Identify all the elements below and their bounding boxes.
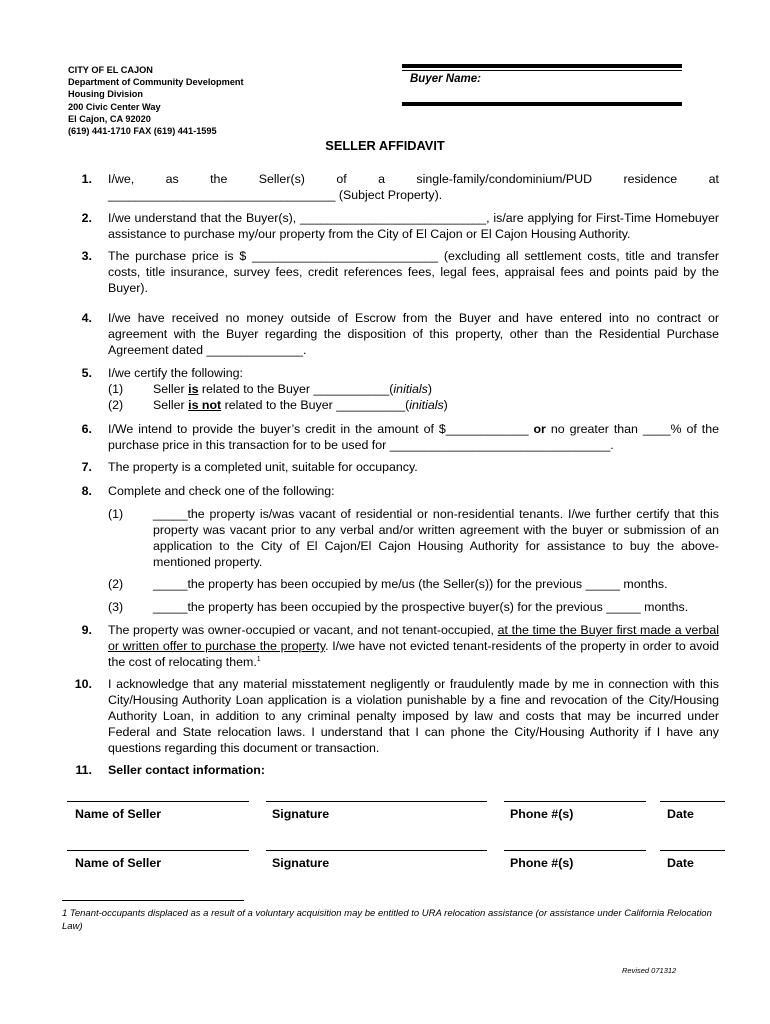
signature-line[interactable] xyxy=(266,850,487,851)
text-run: I/We intend to provide the buyer’s credit in the amount of $____________ xyxy=(108,422,534,436)
text-run-underline: at the time the Buyer first made a verbal or written offer to purchase the property xyxy=(108,623,719,653)
item-10-text: I acknowledge that any material misstatement negligently or fraudulently made by me in connection with this City/Housing Authority Loan application is a violation punishable by a fine and revocation of the City/Housing Authority Loan, in addition to any criminal penalty imposed by law and costs that may be incurred under Federal and State relocation laws. I understand that I can phone the City/Housing Authority if I have any questions regarding this document or transaction. xyxy=(108,677,719,755)
name-of-seller-label: Name of Seller xyxy=(75,807,162,821)
word: the xyxy=(210,172,228,186)
date-label: Date xyxy=(667,856,694,870)
footnote-rule xyxy=(62,900,244,901)
phone-label: Phone #(s) xyxy=(510,856,574,870)
item-1-line-1 xyxy=(108,171,719,187)
text-run: Seller xyxy=(153,382,189,396)
name-of-seller-line[interactable] xyxy=(67,801,249,802)
item-number: 9. xyxy=(81,623,92,637)
agency-street: 200 Civic Center Way xyxy=(68,101,161,112)
text-run-italic: initials xyxy=(393,382,428,396)
agency-city-zip: El Cajon, CA 92020 xyxy=(68,113,151,124)
buyer-box-top-rule xyxy=(402,64,682,68)
sub-number: (2) xyxy=(108,577,124,591)
date-label: Date xyxy=(667,807,694,821)
signature-line[interactable] xyxy=(266,801,487,802)
footnote-marker: 1 xyxy=(256,655,261,663)
agency-division: Housing Division xyxy=(68,89,144,100)
agency-address-block xyxy=(68,64,244,137)
text-run: related to the Buyer ___________( xyxy=(198,382,394,396)
item-number: 8. xyxy=(81,484,92,498)
sub-number: (1) xyxy=(108,507,124,521)
item-number: 6. xyxy=(81,422,92,436)
phone-line[interactable] xyxy=(504,850,646,851)
text-run: ) xyxy=(427,382,432,396)
word: I/we, xyxy=(108,172,135,186)
word: Seller(s) xyxy=(258,172,305,186)
item-6-text[interactable] xyxy=(108,421,719,453)
text-run: ) xyxy=(443,398,448,412)
agency-city: CITY OF EL CAJON xyxy=(68,65,153,75)
buyer-name-box[interactable] xyxy=(402,64,682,108)
agency-department: Department of Community Development xyxy=(68,77,244,88)
text-run-italic: initials xyxy=(409,398,444,412)
agency-phone-fax: (619) 441-1710 FAX (619) 441-1595 xyxy=(68,126,217,137)
text-run-bold: or xyxy=(533,422,546,436)
item-number: 4. xyxy=(81,311,92,325)
buyer-box-bottom-rule xyxy=(402,102,682,106)
buyer-box-top-thin-rule xyxy=(402,70,682,71)
word: single-family/condominium/PUD xyxy=(416,172,593,186)
seller-signature-row-2 xyxy=(0,850,770,880)
item-number: 7. xyxy=(81,460,92,474)
revision-label: Revised 071312 xyxy=(622,966,677,975)
item-number: 3. xyxy=(81,249,92,263)
item-8-text: Complete and check one of the following: xyxy=(108,484,335,498)
name-of-seller-line[interactable] xyxy=(67,850,249,851)
seller-contact-heading: Seller contact information: xyxy=(108,763,265,777)
item-7-text: The property is a completed unit, suitable for occupancy. xyxy=(108,460,418,474)
text-run-emphasis: is not xyxy=(188,398,222,412)
word: at xyxy=(708,172,719,186)
sub-number: (3) xyxy=(108,600,124,614)
item-number: 10. xyxy=(74,677,92,691)
item-9-text xyxy=(108,622,719,670)
item-2-text[interactable]: I/we understand that the Buyer(s), ___________________________, is/are applying for First-Time Homebuyer assistance to purchase my/our property from the City of El Cajon or El Cajon Housing Authority. xyxy=(108,211,719,241)
footnote-text: 1 Tenant-occupants displaced as a result of a voluntary acquisition may be entitled to URA relocation assistance (or assistance under California Relocation Law) xyxy=(62,908,712,932)
buyer-name-label: Buyer Name: xyxy=(410,73,481,85)
item-3-text[interactable]: The purchase price is $ ___________________________ (excluding all settlement costs, title and transfer costs, title insurance, survey fees, credit references fees, legal fees, appraisal fees and points paid by the Buyer). xyxy=(108,249,719,295)
item-1-text[interactable] xyxy=(108,171,719,203)
text-run-emphasis: is xyxy=(188,382,199,396)
text-run: The property was owner-occupied or vacant, and not tenant-occupied, xyxy=(108,623,498,637)
item-4-text[interactable]: I/we have received no money outside of Escrow from the Buyer and have entered into no contract or agreement with the Buyer regarding the disposition of this property, other than the Residential Purchase Agreement dated ______________. xyxy=(108,311,719,357)
sub-text: _____the property is/was vacant of residential or non-residential tenants. I/we further certify that this property was vacant prior to any verbal and/or written agreement with the buyer or submission of an application to the City of El Cajon/El Cajon Housing Authority for assistance to buy the above-mentioned property. xyxy=(153,507,719,569)
sub-text: _____the property has been occupied by the prospective buyer(s) for the previous _____ months. xyxy=(153,600,689,614)
page-title: SELLER AFFIDAVIT xyxy=(325,138,445,153)
word: of xyxy=(336,172,347,186)
name-of-seller-label: Name of Seller xyxy=(75,856,162,870)
phone-label: Phone #(s) xyxy=(510,807,574,821)
text-run: related to the Buyer __________( xyxy=(221,398,410,412)
sub-number: (1) xyxy=(108,382,124,396)
item-number: 11. xyxy=(75,763,92,777)
signature-label: Signature xyxy=(272,856,330,870)
date-line[interactable] xyxy=(660,801,725,802)
text-run: . I/we have not evicted tenant-residents of the property in order to avoid the cost of relocating them. xyxy=(108,639,719,669)
item-number: 5. xyxy=(81,366,92,380)
item-number: 1. xyxy=(81,172,92,186)
item-1-line-2: _________________________________ (Subject Property). xyxy=(108,188,443,202)
word: as xyxy=(165,172,179,186)
sub-number: (2) xyxy=(108,398,124,412)
sub-text xyxy=(153,381,432,397)
word: a xyxy=(378,172,385,186)
text-run: Seller xyxy=(153,398,189,412)
date-line[interactable] xyxy=(660,850,725,851)
signature-label: Signature xyxy=(272,807,330,821)
word: residence xyxy=(623,172,678,186)
item-5-text: I/we certify the following: xyxy=(108,366,243,380)
text-run: no greater than ____% of the purchase price in this transaction for to be used for ________________________________. xyxy=(108,422,720,452)
sub-text: _____the property has been occupied by me/us (the Seller(s)) for the previous _____ months. xyxy=(153,577,668,591)
sub-text xyxy=(153,397,448,413)
phone-line[interactable] xyxy=(504,801,646,802)
seller-signature-row-1 xyxy=(0,801,770,831)
item-number: 2. xyxy=(81,211,92,225)
